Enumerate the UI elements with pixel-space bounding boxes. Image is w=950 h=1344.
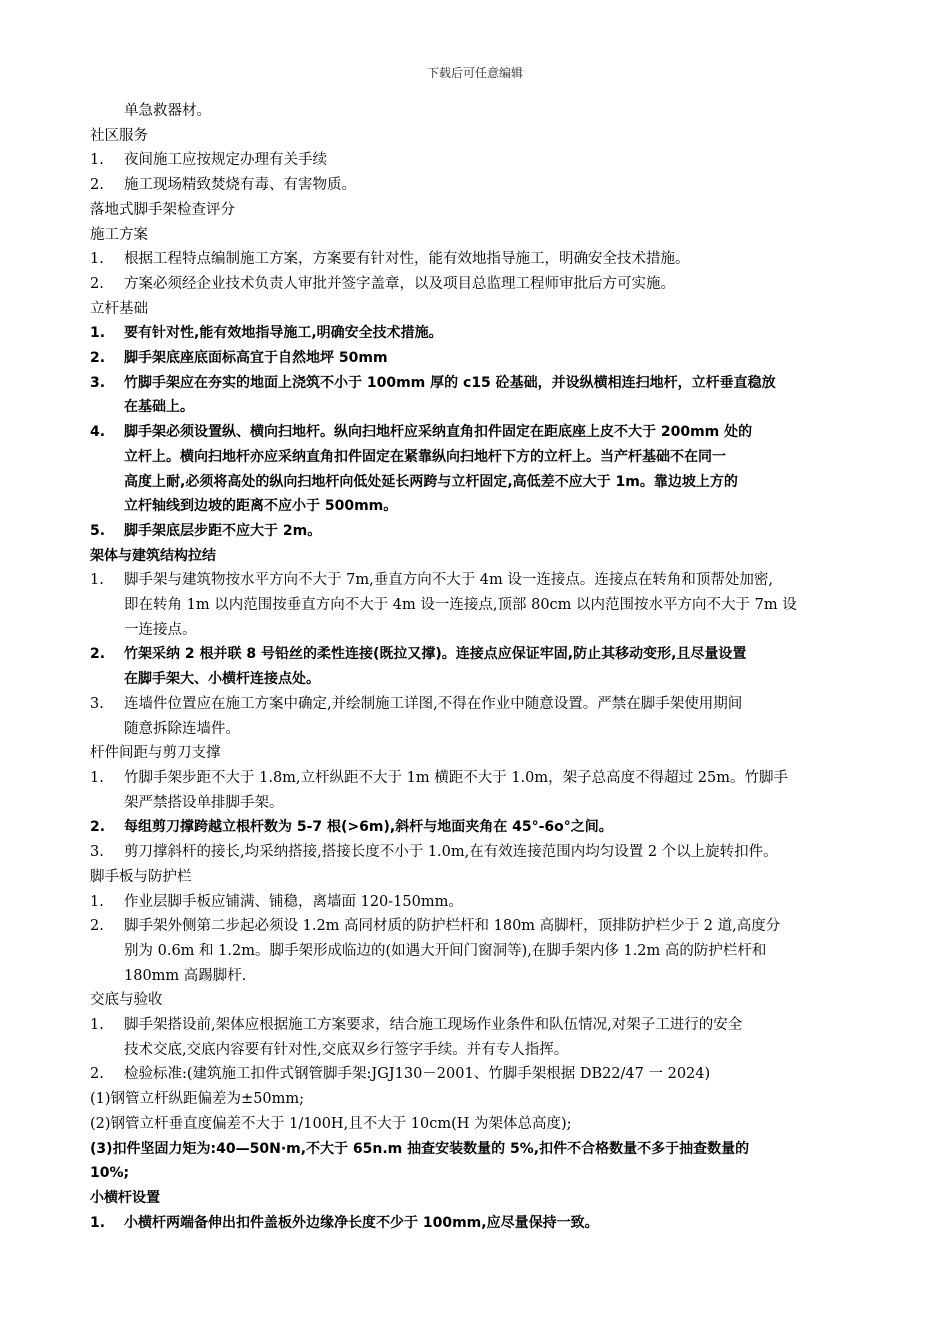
list-number: 2.: [90, 646, 106, 663]
list-text-line: 在脚手架大、小横杆连接点处。: [124, 671, 320, 688]
list-text-line: 立杆轴线到边坡的距离不应小于 500mm。: [124, 498, 398, 515]
list-text-line: 竹脚手架步距不大于 1.8m,立杆纵距不大于 1m 横距不大于 1.0m，架子总高度不得超过 25m。竹脚手: [124, 769, 788, 786]
list-item: [90, 914, 865, 988]
list-item: [90, 247, 865, 272]
list-number: 1.: [90, 325, 106, 342]
list-text-line: 脚手架搭设前,架体应根据施工方案要求，结合施工现场作业条件和队伍情况,对架子工进行的安全: [124, 1017, 743, 1034]
list-text: [124, 642, 865, 691]
list-text: [124, 766, 865, 815]
list-text-line: 架严禁搭设单排脚手架。: [124, 794, 284, 811]
list-number: 3.: [90, 374, 106, 391]
list-number: 1.: [90, 572, 104, 589]
list-text: [124, 815, 865, 840]
list-text: [124, 346, 865, 371]
list-number: 1.: [90, 893, 104, 910]
list-text: [124, 247, 865, 272]
list-item: [90, 642, 865, 691]
list-number: 1.: [90, 769, 104, 786]
list-item: [90, 766, 865, 815]
section-heading: 交底与验收: [90, 992, 163, 1009]
list-text: [124, 148, 865, 173]
list-text-line: 180mm 高踢脚杆.: [124, 967, 247, 984]
list-text-line: 在基础上。: [124, 399, 194, 416]
list-text-line: 随意拆除连墙件。: [124, 720, 240, 737]
section-heading: 落地式脚手架检查评分: [90, 201, 235, 218]
list-item: [90, 815, 865, 840]
list-text-line: 脚手架外侧第二步起必须设 1.2m 高同材质的防护栏杆和 180m 高脚杆，顶排防护栏少于 2 道,高度分: [124, 918, 781, 935]
list-text-line: 剪刀撑斜杆的接长,均采纳搭接,搭接长度不小于 1.0m,在有效连接范围内均匀设置 2 个以上旋转扣件。: [124, 844, 778, 861]
list-text: [124, 840, 865, 865]
list-text-line: 即在转角 1m 以内范围按垂直方向不大于 4m 设一连接点,顶部 80cm 以内范围按水平方向不大于 7m 设: [124, 597, 797, 614]
list-text-line: 每组剪刀撑跨越立根杆数为 5-7 根(>6m),斜杆与地面夹角在 45°-6o°之间。: [124, 819, 613, 836]
list-text-line: 竹脚手架应在夯实的地面上浇筑不小于 100mm 厚的 c15 砼基础，并设纵横相连扫地杆，立杆垂直稳放: [124, 374, 776, 391]
list-text-line: 小横杆两端备伸出扣件盖板外边缘净长度不少于 100mm,应尽量保持一致。: [124, 1214, 599, 1231]
list-text-line: 夜间施工应按规定办理有关手续: [124, 152, 327, 169]
list-text: [124, 568, 865, 642]
section-heading: 施工方案: [90, 226, 148, 243]
list-text: [124, 1062, 865, 1087]
section-heading: 杆件间距与剪刀支撑: [90, 745, 221, 762]
document-body: [90, 99, 865, 1235]
list-number: 2.: [90, 350, 106, 367]
paragraph: (1)钢管立杆纵距偏差为±50mm;: [90, 1091, 305, 1108]
list-text: [124, 890, 865, 915]
list-text-line: 检验标准:(建筑施工扣件式钢管脚手架:JGJ130－2001、竹脚手架根据 DB22/47 一 2024): [124, 1066, 711, 1083]
continued-text: 单急救器材。: [124, 103, 211, 119]
list-item: [90, 840, 865, 865]
list-item: [90, 890, 865, 915]
list-text: [124, 1013, 865, 1062]
section-heading: 立杆基础: [90, 300, 148, 317]
list-text-line: 脚手架底座底面标高宜于自然地坪 50mm: [124, 350, 388, 367]
list-item: [90, 1062, 865, 1087]
page-header: 下载后可任意编辑: [426, 66, 523, 80]
list-text-line: 连墙件位置应在施工方案中确定,并绘制施工详图,不得在作业中随意设置。严禁在脚手架使用期间: [124, 695, 743, 712]
list-item: [90, 568, 865, 642]
list-number: 3.: [90, 844, 104, 861]
list-item: [90, 692, 865, 741]
list-text-line: 脚手架底层步距不应大于 2m。: [124, 522, 322, 539]
list-number: 2.: [90, 918, 104, 935]
list-text: [124, 272, 865, 297]
list-text: [124, 519, 865, 544]
list-item: [90, 346, 865, 371]
list-text: [124, 914, 865, 988]
list-number: 1.: [90, 1017, 104, 1034]
list-item: [90, 519, 865, 544]
paragraph-line: (3)扣件坚固力矩为:40—50N·m,不大于 65n.m 抽查安装数量的 5%,扣件不合格数量不多于抽查数量的: [90, 1140, 750, 1157]
list-number: 5.: [90, 522, 106, 539]
list-item: [90, 1013, 865, 1062]
list-text: [124, 692, 865, 741]
list-item: [90, 1211, 865, 1236]
list-text-line: 要有针对性,能有效地指导施工,明确安全技术措施。: [124, 325, 443, 342]
list-number: 2.: [90, 819, 106, 836]
paragraph-line: 10%;: [90, 1165, 130, 1182]
list-text-line: 技术交底,交底内容要有针对性,交底双乡行签字手续。并有专人指挥。: [124, 1041, 569, 1058]
list-number: 2.: [90, 275, 104, 292]
section-heading: 脚手板与防护栏: [90, 868, 192, 885]
list-item: [90, 420, 865, 519]
list-text: [124, 420, 865, 519]
paragraph: (2)钢管立杆垂直度偏差不大于 1/100H,且不大于 10cm(H 为架体总高度);: [90, 1115, 572, 1132]
list-text-line: 根据工程特点编制施工方案，方案要有针对性，能有效地指导施工，明确安全技术措施。: [124, 251, 690, 268]
list-text: [124, 1211, 865, 1236]
section-heading: 小横杆设置: [90, 1189, 160, 1206]
list-number: 2.: [90, 1066, 104, 1083]
section-heading: 架体与建筑结构拉结: [90, 547, 216, 564]
list-item: [90, 173, 865, 198]
list-number: 1.: [90, 1214, 106, 1231]
list-text: [124, 321, 865, 346]
paragraph: [90, 1137, 865, 1186]
list-text: [124, 371, 865, 420]
list-number: 2.: [90, 177, 104, 194]
list-text: [124, 173, 865, 198]
list-text-line: 脚手架与建筑物按水平方向不大于 7m,垂直方向不大于 4m 设一连接点。连接点在转角和顶帮处加密,: [124, 572, 773, 589]
section-heading: 社区服务: [90, 127, 148, 144]
list-number: 1.: [90, 251, 104, 268]
list-number: 1.: [90, 152, 104, 169]
list-text-line: 一连接点。: [124, 621, 197, 638]
list-item: [90, 148, 865, 173]
list-text-line: 别为 0.6m 和 1.2m。脚手架形成临边的(如遇大开间门窗洞等),在脚手架内侈 1.2m 高的防护栏杆和: [124, 942, 767, 959]
list-text-line: 方案必须经企业技术负责人审批并签字盖章，以及项目总监理工程师审批后方可实施。: [124, 275, 675, 292]
list-number: 4.: [90, 424, 106, 441]
list-text-line: 竹架采纳 2 根并联 8 号铅丝的柔性连接(既拉又撑)。连接点应保证牢固,防止其移动变形,且尽量设置: [124, 646, 747, 663]
list-text-line: 脚手架必须设置纵、横向扫地杆。纵向扫地杆应采纳直角扣件固定在距底座上皮不大于 200mm 处的: [124, 424, 753, 441]
list-text-line: 高度上耐,必须将高处的纵向扫地杆向低处延长两跨与立杆固定,高低差不应大于 1m。靠边坡上方的: [124, 473, 738, 490]
list-number: 3.: [90, 695, 104, 712]
list-item: [90, 371, 865, 420]
list-text-line: 作业层脚手板应铺满、铺稳，离墙面 120-150mm。: [124, 893, 463, 910]
list-text-line: 施工现场精致焚烧有毒、有害物质。: [124, 177, 356, 194]
list-item: [90, 272, 865, 297]
list-item: [90, 321, 865, 346]
list-text-line: 立杆上。横向扫地杆亦应采纳直角扣件固定在紧靠纵向扫地杆下方的立杆上。当产杆基础不在同一: [124, 448, 726, 465]
